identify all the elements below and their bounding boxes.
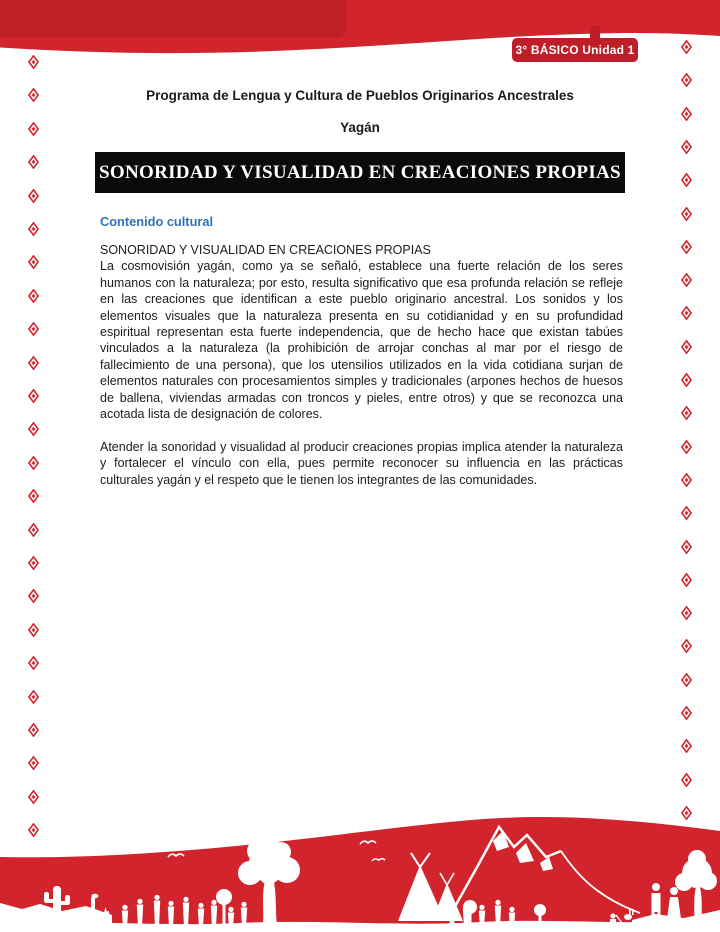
diamond-icon	[681, 773, 692, 787]
diamond-icon	[28, 523, 39, 537]
diamond-icon	[681, 639, 692, 653]
diamond-icon	[28, 790, 39, 804]
diamond-icon	[28, 456, 39, 470]
diamond-icon	[28, 623, 39, 637]
person-silhouette	[449, 909, 455, 925]
diamond-icon	[681, 306, 692, 320]
person-silhouette	[228, 907, 234, 925]
content-paragraph: La cosmovisión yagán, como ya se señaló, establece una fuerte relación de los seres humanos con la naturaleza; por esto, resulta significativo que esa profunda relación se refleje en las creaciones que identifican a este pueblo originario ancestral. Los sonidos y los elementos visuales que la naturaleza presenta en su cotidianidad y en su profundidad espiritual representan esta fuerte independencia, que de hecho hace que existan tabúes vinculados a la naturaleza (la prohibición de arrojar conchas al mar por el riesgo de fallecimiento de una persona), que los utensilios utilizados en la vida cotidiana surjan de elementos naturales con procesamientos simples y tradicionales (arpones hechos de huesos de ballena, viviendas armadas con troncos y pieles, entre otros) y que se reconozca una acotada lista de designación de colores.	[100, 259, 623, 422]
diamond-icon	[681, 73, 692, 87]
person-silhouette	[463, 903, 469, 925]
diamond-icon	[28, 322, 39, 336]
unit-badge: 3° BÁSICO Unidad 1	[512, 38, 638, 62]
diamond-icon	[681, 573, 692, 587]
title-banner-text: SONORIDAD Y VISUALIDAD EN CREACIONES PROPIAS	[99, 161, 621, 183]
header-dark-strip	[0, 0, 347, 38]
diamond-icon	[28, 155, 39, 169]
diamond-icon	[681, 606, 692, 620]
diamond-icon	[28, 422, 39, 436]
diamond-icon	[681, 40, 692, 54]
diamond-icon	[28, 88, 39, 102]
diamond-icon	[681, 240, 692, 254]
footer-landscape-art	[0, 807, 720, 932]
diamond-icon	[681, 473, 692, 487]
person-silhouette	[211, 900, 217, 925]
diamond-icon	[28, 289, 39, 303]
diamond-icon	[681, 506, 692, 520]
diamond-icon	[681, 406, 692, 420]
diamond-icon	[28, 489, 39, 503]
person-silhouette	[198, 903, 204, 925]
person-silhouette	[122, 905, 128, 925]
diamond-icon	[28, 589, 39, 603]
diamond-icon	[28, 55, 39, 69]
diamond-icon	[681, 340, 692, 354]
diamond-icon	[28, 222, 39, 236]
diamond-icon	[28, 255, 39, 269]
content-block	[100, 242, 623, 488]
content-paragraph: Atender la sonoridad y visualidad al producir creaciones propias implica atender la naturaleza y fortalecer el vínculo con ella, pues permite reconocer su influencia en las prácticas culturales yagán y el respeto que le tienen los integrantes de las comunidades.	[100, 439, 623, 487]
section-label: Contenido cultural	[100, 214, 214, 229]
diamond-icon	[681, 173, 692, 187]
diamond-icon	[28, 189, 39, 203]
content-heading: SONORIDAD Y VISUALIDAD EN CREACIONES PROPIAS	[100, 243, 431, 257]
diamond-icon	[28, 122, 39, 136]
person-silhouette	[495, 900, 501, 925]
language-name: Yagán	[340, 120, 380, 135]
diamond-icon	[681, 540, 692, 554]
diamond-icon	[681, 273, 692, 287]
person-silhouette	[479, 905, 485, 925]
diamond-icon	[681, 373, 692, 387]
diamond-icon	[28, 723, 39, 737]
diamond-icon	[28, 356, 39, 370]
diamond-icon	[681, 673, 692, 687]
diamond-icon	[681, 207, 692, 221]
diamond-icon	[28, 756, 39, 770]
diamond-icon	[28, 556, 39, 570]
diamond-icon	[28, 389, 39, 403]
diamond-icon	[681, 140, 692, 154]
person-silhouette	[241, 902, 247, 925]
title-banner	[95, 152, 625, 193]
program-title: Programa de Lengua y Cultura de Pueblos Originarios Ancestrales	[146, 88, 574, 103]
person-silhouette	[509, 907, 515, 925]
diamond-icon	[681, 739, 692, 753]
diamond-icon	[28, 690, 39, 704]
diamond-icon	[28, 656, 39, 670]
diamond-icon	[681, 107, 692, 121]
diamond-icon	[681, 440, 692, 454]
diamond-icon	[681, 706, 692, 720]
person-silhouette	[168, 901, 174, 925]
